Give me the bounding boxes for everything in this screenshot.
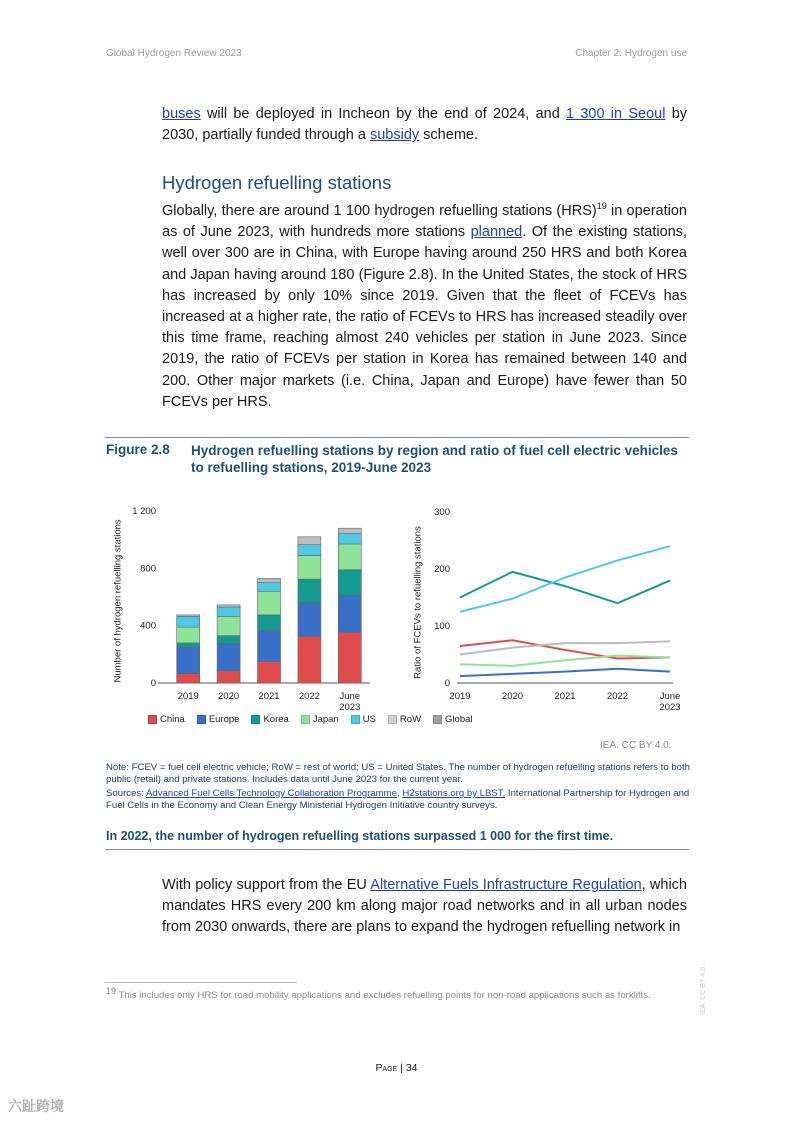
line-series-us — [460, 546, 670, 612]
bar-x-tick-label: 2021 — [258, 691, 280, 702]
bar-segment-china — [338, 632, 361, 683]
legend-label: Korea — [263, 714, 289, 725]
line-x-tick-label: 2020 — [501, 691, 524, 702]
bar-segment-korea — [258, 615, 281, 631]
bar-segment-europe — [258, 631, 281, 662]
bar-segment-europe — [177, 647, 200, 674]
policy-paragraph: With policy support from the EU Alternative Fuels Infrastructure Regulation, which mandates HRS every 200 km along major road networks and in all urban nodes from 2030 onwards, there are plans to expand the hydrogen refuelling network in — [162, 877, 687, 936]
hrs-paragraph: Globally, there are around 1 100 hydrogen refuelling stations (HRS)$^{19}$ in operation as of June 2023, with hundreds more stations planned. Of the existing stations, well over 300 are in China, with Europe having around 250 HRS and both Korea and Japan having around 180 (Figure 2.8). In the United States, the stock of HRS has increased by only 10% since 2019. Given that the fleet of FCEVs has increased at a higher rate, the ratio of FCEVs to HRS has increased steadily over this time frame, reaching almost 240 vehicles per station in June 2023. Since 2019, the ratio of FCEVs per station in Korea has remained between 140 and 200. Other major markets (i.e. China, Japan and Europe) have fewer than 50 FCEVs per HRS. — [162, 201, 687, 410]
line-series-japan — [460, 656, 670, 666]
bar-x-tick-label: 2020 — [218, 691, 240, 702]
footnote-rule — [105, 982, 297, 983]
bar-segment-korea — [298, 579, 321, 603]
legend-swatch — [351, 715, 360, 724]
figure-credit: IEA. CC BY 4.0. — [600, 740, 672, 751]
legend-item-row — [388, 714, 421, 725]
line-chart-ylabel: Ratio of FCEVs to refuelling stations — [412, 526, 424, 679]
bar-segment-china — [217, 671, 240, 683]
footnote-ref[interactable]: 19 — [596, 201, 607, 212]
line-y-tick-label: 300 — [434, 507, 450, 518]
legend-item-china — [148, 714, 185, 725]
legend-swatch — [388, 715, 397, 724]
legend-swatch — [251, 715, 260, 724]
bar-y-tick-label: 0 — [150, 678, 156, 689]
bar-segment-row — [298, 537, 321, 545]
legend-item-europe — [197, 714, 240, 725]
legend-label: US — [362, 714, 376, 725]
side-license: IEA. CC BY 4.0. — [700, 964, 707, 1015]
figure-sources: Sources: Advanced Fuel Cells Technology Collaboration Programme, H2stations.org by LBST, International Partnership for Hydrogen and Fuel Cells in the Economy and Clean Energy Ministerial Hydrogen Initiative country surveys. — [106, 788, 690, 812]
footnote: $^{19}$ This includes only HRS for road mobility applications and excludes refuelling points for non-road applications such as forklifts. — [106, 985, 651, 1001]
bar-x-tick-label: June 2023 — [339, 691, 361, 713]
chapter-header: Chapter 2. Hydrogen use — [575, 48, 687, 59]
line-y-tick-label: 0 — [444, 678, 450, 689]
bar-segment-row — [217, 605, 240, 607]
bar-segment-us — [258, 583, 281, 592]
bar-y-tick-label: 1 200 — [132, 506, 156, 517]
section-title: Hydrogen refuelling stations — [162, 172, 392, 193]
bar-chart-ylabel: Number of hydrogen refuelling stations — [112, 519, 124, 683]
bar-segment-us — [338, 533, 361, 544]
bar-segment-europe — [217, 644, 240, 671]
line-x-tick-label: June 2023 — [659, 691, 681, 713]
line-y-tick-label: 100 — [434, 621, 450, 632]
buses-link[interactable]: buses — [162, 106, 201, 122]
afc-tcp-link[interactable]: Advanced Fuel Cells Technology Collaboration Programme — [146, 788, 397, 799]
line-chart — [425, 500, 690, 720]
key-message: In 2022, the number of hydrogen refuelling stations surpassed 1 000 for the first time. — [106, 829, 614, 843]
bar-segment-japan — [177, 627, 200, 643]
line-x-tick-label: 2021 — [554, 691, 576, 702]
seoul-link[interactable]: 1 300 in Seoul — [566, 106, 666, 122]
legend-item-japan — [301, 714, 339, 725]
bar-segment-europe — [298, 603, 321, 637]
bar-segment-korea — [338, 570, 361, 596]
line-series-europe — [460, 669, 670, 676]
bar-segment-row — [177, 615, 200, 616]
legend-swatch — [433, 715, 442, 724]
stacked-bar-chart — [130, 500, 380, 720]
bar-segment-china — [298, 636, 321, 683]
bar-segment-japan — [258, 591, 281, 615]
subsidy-link[interactable]: subsidy — [369, 127, 420, 144]
bar-y-tick-label: 400 — [140, 620, 156, 632]
bar-segment-us — [217, 607, 240, 616]
bar-segment-us — [298, 545, 321, 556]
line-x-tick-label: 2022 — [606, 691, 629, 702]
legend-label: Global — [445, 714, 473, 725]
bar-segment-row — [258, 578, 281, 582]
h2stations-link[interactable]: H2stations.org by LBST, — [402, 788, 506, 799]
figure-bottom-rule — [105, 849, 689, 850]
watermark-logo: 六趾跨境 — [8, 1098, 64, 1114]
afir-link[interactable]: Alternative Fuels Infrastructure Regulation — [370, 877, 642, 893]
figure-title: Hydrogen refuelling stations by region and ratio of fuel cell electric vehicles to refuelling stations, 2019-June 2023 — [191, 443, 678, 475]
page-number: Page | 34 — [375, 1062, 418, 1074]
figure-note: Note: FCEV = fuel cell electric vehicle; RoW = rest of world; US = United States. The number of hydrogen refuelling stations refers to both public (retail) and private stations. Includes data until June 2023 for the current year. — [106, 762, 690, 786]
legend-label: China — [160, 714, 185, 725]
planned-link[interactable]: planned — [470, 224, 523, 241]
bar-y-tick-label: 800 — [140, 563, 156, 575]
intro-paragraph: buses will be deployed in Incheon by the end of 2024, and 1 300 in Seoul by 2030, partially funded through a subsidy scheme. — [162, 106, 688, 144]
bar-segment-us — [177, 616, 200, 627]
bar-segment-china — [177, 674, 200, 683]
bar-segment-korea — [217, 636, 240, 644]
legend-swatch — [148, 715, 157, 724]
bar-segment-japan — [338, 544, 361, 570]
bar-segment-korea — [177, 643, 200, 647]
figure-top-rule — [105, 437, 689, 438]
legend-label: Japan — [312, 714, 339, 725]
line-x-tick-label: 2019 — [449, 691, 471, 702]
legend-swatch — [301, 715, 310, 724]
bar-segment-europe — [338, 596, 361, 633]
legend-item-global — [433, 714, 472, 725]
bar-segment-japan — [298, 555, 321, 579]
legend-item-us — [351, 714, 376, 725]
legend-swatch — [197, 715, 206, 724]
bar-segment-china — [258, 662, 281, 684]
bar-segment-japan — [217, 616, 240, 635]
chart-legend — [148, 714, 485, 725]
legend-item-korea — [251, 714, 288, 725]
line-y-tick-label: 200 — [434, 564, 450, 575]
legend-label: Europe — [208, 714, 240, 725]
bar-x-tick-label: 2019 — [177, 691, 199, 702]
legend-label: RoW — [399, 714, 422, 725]
bar-segment-row — [338, 528, 361, 533]
figure-label: Figure 2.8 — [106, 442, 170, 457]
bar-x-tick-label: 2022 — [298, 691, 320, 702]
report-title-header: Global Hydrogen Review 2023 — [106, 48, 242, 59]
